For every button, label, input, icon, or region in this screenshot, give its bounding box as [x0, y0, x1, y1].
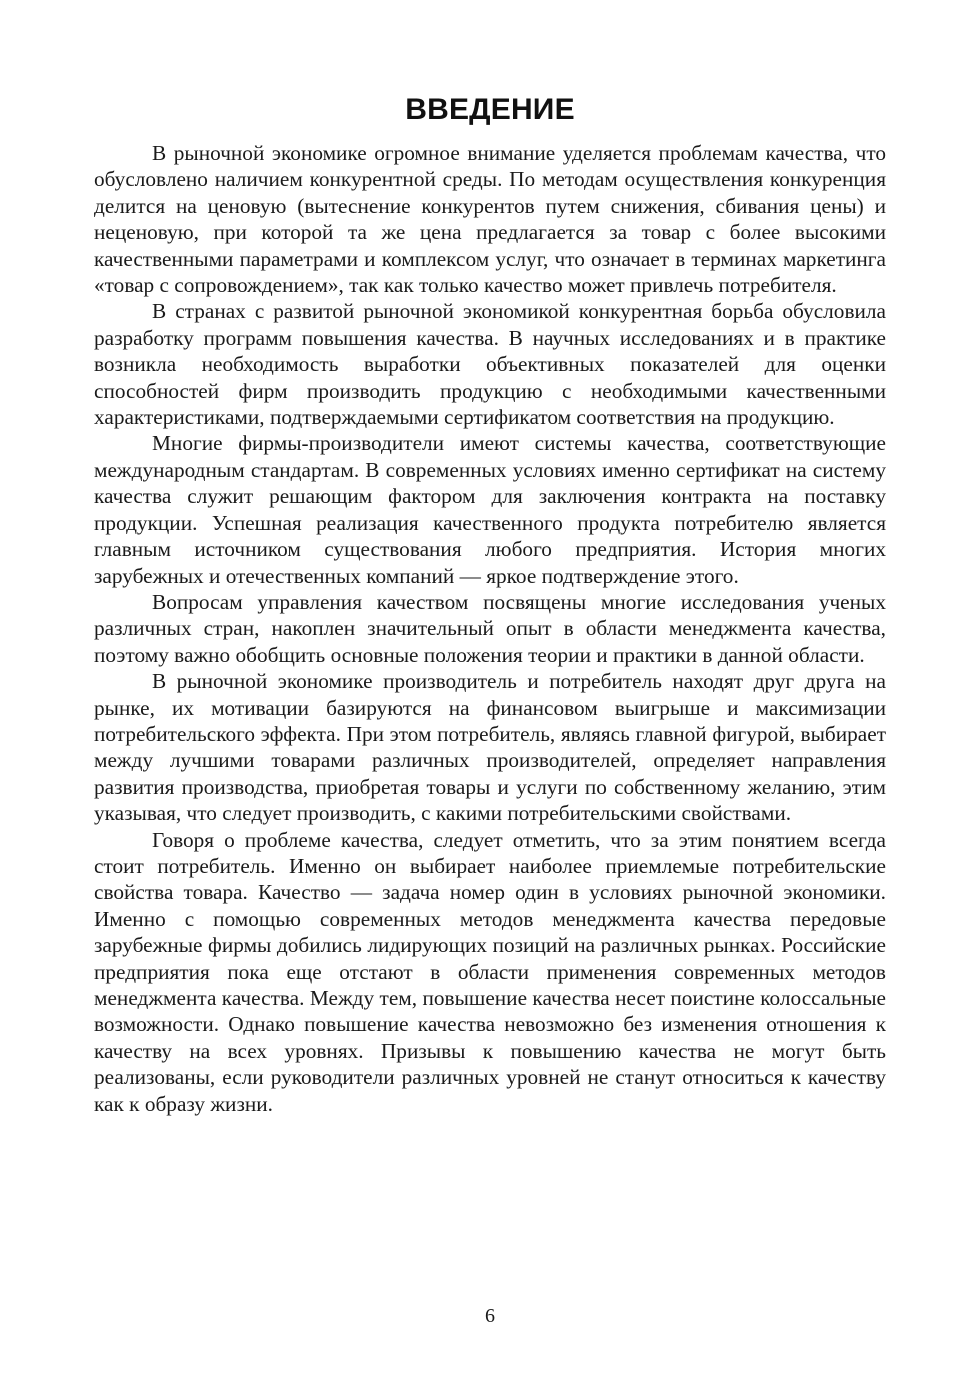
paragraph: Говоря о проблеме качества, следует отметить, что за этим понятием всегда стоит потребитель. Именно он выбирает наиболее приемлемые потребительские свойства товара. Качество — задача номер один в условиях рыночной экономики. Именно с помощью современных методов менеджмента качества передовые зарубежные фирмы добились лидирующих позиций на различных рынках. Российские предприятия пока еще отстают в области применения современных методов менеджмента качества. Между тем, повышение качества несет поистине колоссальные возможности. Однако повышение качества невозможно без изменения отношения к качеству на всех уровнях. Призывы к повышению качества не могут быть реализованы, если руководители различных уровней не станут относиться к качеству как к образу жизни.	[94, 827, 886, 1116]
paragraph: Многие фирмы-производители имеют системы качества, соответствующие международным стандартам. В современных условиях именно сертификат на систему качества служит решающим фактором для заключения контракта на поставку продукции. Успешная реализация качественного продукта потребителю является главным источником существования любого предприятия. История многих зарубежных и отечественных компаний — яркое подтверждение этого.	[94, 431, 886, 588]
paragraph: В рыночной экономике огромное внимание уделяется проблемам качества, что обусловлено наличием конкурентной среды. По методам осуществления конкуренция делится на ценовую (вытеснение конкурентов путем снижения, сбивания цены) и неценовую, при которой та же цена предлагается за товар с более высокими качественными параметрами и комплексом услуг, что означает в терминах маркетинга «товар с сопровождением», так как только качество может привлечь потребителя.	[94, 141, 886, 298]
page-number: 6	[485, 1305, 495, 1327]
page-title: ВВЕДЕНИЕ	[405, 93, 575, 126]
page-body	[94, 92, 886, 1117]
paragraph: Вопросам управления качеством посвящены многие исследования ученых различных стран, накоплен значительный опыт в области менеджмента качества, поэтому важно обобщить основные положения теории и практики в данной области.	[94, 589, 886, 667]
paragraph: В рыночной экономике производитель и потребитель находят друг друга на рынке, их мотивации базируются на финансовом выигрыше и максимизации потребительского эффекта. При этом потребитель, являясь главной фигурой, выбирает между лучшими товарами различных производителей, определяет направления развития производства, приобретая товары и услуги по собственному желанию, этим указывая, что следует производить, с какими потребительскими свойствами.	[94, 669, 886, 826]
paragraph: В странах с развитой рыночной экономикой конкурентная борьба обусловила разработку программ повышения качества. В научных исследованиях и в практике возникла необходимость выработки объективных показателей для оценки способностей фирм производить продукцию с необходимыми качественными характеристиками, подтверждаемыми сертификатом соответствия на продукцию.	[94, 299, 886, 430]
